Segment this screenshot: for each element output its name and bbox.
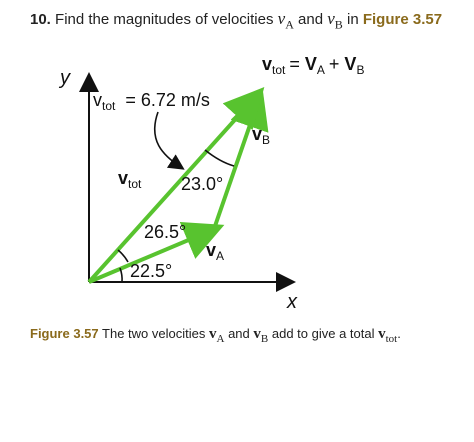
caption-and: and — [228, 326, 250, 341]
angle-top-label: 23.0° — [181, 174, 224, 194]
vector-vtot — [89, 93, 259, 282]
caption-text-1: The two velocities — [102, 326, 206, 341]
pointer-arrow — [155, 112, 182, 168]
angle-mid-label: 26.5° — [144, 222, 187, 242]
vtot-magnitude: $v_{tot} = 6.72$ m/s — [93, 90, 210, 113]
problem-text: Find the magnitudes of velocities — [55, 11, 274, 28]
problem-and: and — [298, 11, 324, 28]
x-axis-label: x — [287, 291, 297, 313]
caption-vb: $v_B$ — [253, 326, 269, 345]
var-va: $v_A$ — [277, 9, 294, 32]
var-vb: $v_B$ — [327, 9, 343, 32]
angle-low-label: 22.5° — [130, 261, 173, 281]
problem-number: 10. — [30, 11, 51, 28]
angle-arc-top — [205, 150, 234, 166]
caption-vtot: $v_{tot}$ — [378, 326, 398, 345]
equation: $v_{tot} = V_A + V_B$ — [262, 54, 365, 77]
figure-link[interactable]: Figure 3.57 — [362, 11, 443, 28]
problem-in: in — [346, 11, 359, 28]
caption-label: Figure 3.57 — [30, 326, 99, 341]
va-label: $v_A$ — [206, 240, 225, 263]
vb-label: $v_B$ — [252, 124, 271, 147]
vtot-label: $v_{tot}$ — [118, 168, 142, 191]
angle-arc-mid — [118, 250, 128, 262]
figure-caption: Figure 3.57 The two velocities $v_A$ and $v_B$ add to give a total $v_{tot}$. — [30, 326, 401, 345]
caption-va: $v_A$ — [208, 326, 225, 345]
caption-text-2: add to give a total — [271, 326, 375, 341]
y-axis-label: y — [60, 67, 70, 89]
